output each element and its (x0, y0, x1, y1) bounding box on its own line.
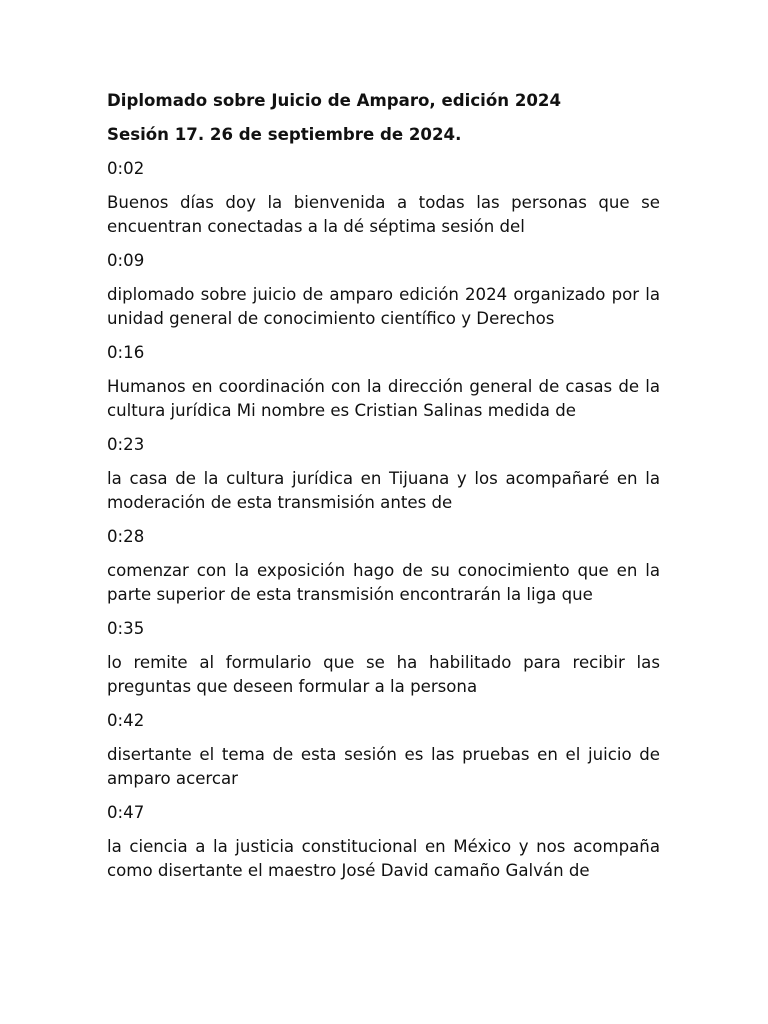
timestamp: 0:09 (107, 251, 145, 270)
transcript-paragraph: la ciencia a la justicia constitucional en México y nos acompaña como disertante el maestro José David camaño Galván de (107, 837, 660, 880)
document-page (107, 88, 660, 893)
transcript-paragraph: lo remite al formulario que se ha habilitado para recibir las preguntas que deseen formular a la persona (107, 653, 660, 696)
transcript-paragraph: Buenos días doy la bienvenida a todas las personas que se encuentran conectadas a la dé séptima sesión del (107, 193, 660, 236)
transcript-paragraph: Humanos en coordinación con la dirección general de casas de la cultura jurídica Mi nombre es Cristian Salinas medida de (107, 377, 660, 420)
session-heading: Sesión 17. 26 de septiembre de 2024. (107, 125, 462, 144)
timestamp: 0:23 (107, 435, 145, 454)
timestamp: 0:28 (107, 527, 145, 546)
timestamp: 0:16 (107, 343, 145, 362)
timestamp: 0:47 (107, 803, 145, 822)
transcript-paragraph: diplomado sobre juicio de amparo edición 2024 organizado por la unidad general de conocimiento científico y Derechos (107, 285, 660, 328)
transcript-paragraph: comenzar con la exposición hago de su conocimiento que en la parte superior de esta transmisión encontrarán la liga que (107, 561, 660, 604)
transcript-paragraph: disertante el tema de esta sesión es las pruebas en el juicio de amparo acercar (107, 745, 660, 788)
document-title: Diplomado sobre Juicio de Amparo, edición 2024 (107, 91, 562, 110)
timestamp: 0:42 (107, 711, 145, 730)
timestamp: 0:35 (107, 619, 145, 638)
transcript-paragraph: la casa de la cultura jurídica en Tijuana y los acompañaré en la moderación de esta transmisión antes de (107, 469, 660, 512)
timestamp: 0:02 (107, 159, 145, 178)
